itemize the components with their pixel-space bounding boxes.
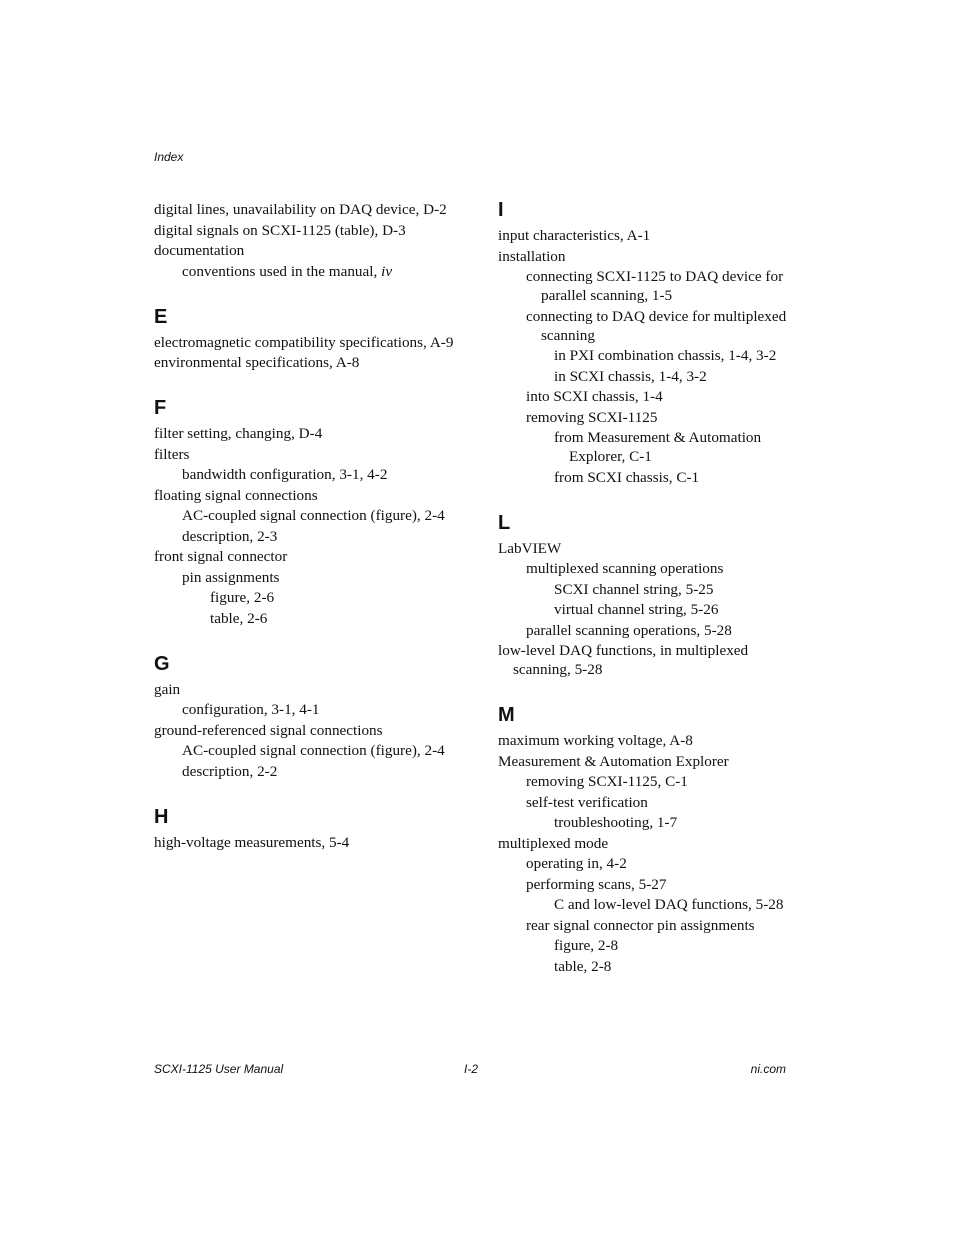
footer-website: ni.com bbox=[750, 1062, 786, 1076]
index-entry: operating in, 4-2 bbox=[526, 855, 627, 872]
index-entry: filter setting, changing, D-4 bbox=[154, 425, 323, 442]
section-letter: I bbox=[498, 199, 504, 221]
index-entry: self-test verification bbox=[526, 793, 648, 811]
index-entry-text: conventions used in the manual, bbox=[182, 262, 378, 280]
index-entry: low-level DAQ functions, in multiplexed scanning, 5-28 bbox=[498, 642, 749, 678]
index-entry: environmental specifications, A-8 bbox=[154, 354, 360, 371]
index-entry: gain bbox=[154, 680, 181, 698]
index-column-left bbox=[154, 200, 454, 878]
index-section-h bbox=[154, 807, 454, 852]
index-entry: digital lines, unavailability on DAQ device, D-2 bbox=[154, 201, 447, 218]
index-entry: multiplexed scanning operations bbox=[526, 560, 724, 577]
index-entry: from Measurement & Automation Explorer, C-1 bbox=[554, 429, 762, 465]
index-entry: virtual channel string, 5-26 bbox=[554, 601, 719, 618]
index-section-g bbox=[154, 654, 454, 781]
index-entry: connecting SCXI-1125 to DAQ device for parallel scanning, 1-5 bbox=[526, 268, 784, 304]
footer-page-number: I-2 bbox=[464, 1062, 479, 1076]
index-entry: filters bbox=[154, 445, 190, 463]
index-entry: SCXI channel string, 5-25 bbox=[554, 580, 714, 598]
index-entry: AC-coupled signal connection (figure), 2-4 bbox=[182, 742, 445, 759]
index-section-d-continued bbox=[154, 200, 454, 281]
index-entry: configuration, 3-1, 4-1 bbox=[182, 701, 320, 718]
index-entry: performing scans, 5-27 bbox=[526, 875, 667, 893]
index-entry: installation bbox=[498, 247, 566, 265]
index-entry: documentation bbox=[154, 242, 245, 259]
index-entry: pin assignments bbox=[182, 568, 280, 586]
index-entry: figure, 2-6 bbox=[210, 589, 275, 606]
section-letter: H bbox=[154, 805, 169, 828]
index-section-l bbox=[498, 513, 798, 680]
index-entry: from SCXI chassis, C-1 bbox=[554, 468, 700, 486]
index-entry: rear signal connector pin assignments bbox=[526, 916, 755, 934]
index-entry: parallel scanning operations, 5-28 bbox=[526, 621, 732, 639]
index-section-m bbox=[498, 705, 798, 976]
index-entry: LabVIEW bbox=[498, 539, 562, 557]
index-entry: into SCXI chassis, 1-4 bbox=[526, 388, 663, 405]
index-entry: troubleshooting, 1-7 bbox=[554, 814, 678, 831]
index-entry-page: iv bbox=[381, 262, 393, 280]
index-entry: table, 2-8 bbox=[554, 957, 612, 975]
index-entry: bandwidth configuration, 3-1, 4-2 bbox=[182, 466, 388, 483]
index-entry: C and low-level DAQ functions, 5-28 bbox=[554, 896, 784, 913]
index-section-e bbox=[154, 307, 454, 373]
index-entry: table, 2-6 bbox=[210, 609, 268, 627]
index-entry: description, 2-3 bbox=[182, 527, 278, 545]
section-letter: F bbox=[154, 397, 167, 419]
index-entry: AC-coupled signal connection (figure), 2-4 bbox=[182, 507, 445, 524]
section-letter: E bbox=[154, 305, 168, 328]
index-entry: connecting to DAQ device for multiplexed scanning bbox=[526, 307, 787, 344]
index-entry: high-voltage measurements, 5-4 bbox=[154, 833, 350, 851]
index-entry: electromagnetic compatibility specifications, A-9 bbox=[154, 333, 454, 351]
index-entry: description, 2-2 bbox=[182, 762, 278, 780]
index-entry: input characteristics, A-1 bbox=[498, 227, 651, 244]
index-section-f bbox=[154, 398, 454, 628]
index-column-right bbox=[498, 200, 798, 1002]
index-entry: in PXI combination chassis, 1-4, 3-2 bbox=[554, 347, 777, 364]
index-section-i bbox=[498, 200, 798, 487]
index-entry bbox=[182, 262, 454, 281]
index-entry: digital signals on SCXI-1125 (table), D-3 bbox=[154, 221, 406, 239]
index-entry: Measurement & Automation Explorer bbox=[498, 752, 729, 770]
footer-manual-title: SCXI-1125 User Manual bbox=[154, 1062, 284, 1076]
section-letter: M bbox=[498, 704, 515, 726]
index-entry: front signal connector bbox=[154, 548, 288, 565]
index-entry: removing SCXI-1125 bbox=[526, 408, 658, 426]
running-header: Index bbox=[154, 150, 184, 164]
index-entry: maximum working voltage, A-8 bbox=[498, 732, 693, 749]
index-entry: multiplexed mode bbox=[498, 834, 609, 852]
index-entry: figure, 2-8 bbox=[554, 937, 619, 954]
section-letter: G bbox=[154, 652, 170, 675]
index-entry: in SCXI chassis, 1-4, 3-2 bbox=[554, 367, 707, 385]
index-entry: floating signal connections bbox=[154, 486, 318, 504]
section-letter: L bbox=[498, 511, 511, 534]
index-entry: ground-referenced signal connections bbox=[154, 721, 383, 739]
index-entry: removing SCXI-1125, C-1 bbox=[526, 773, 688, 790]
